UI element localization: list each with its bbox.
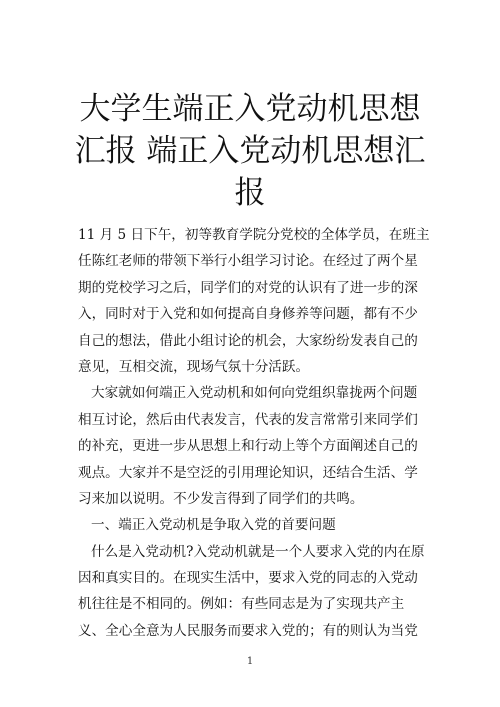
body-line: 义、全心全意为人民服务而要求入党的；有的则认为当党 <box>78 622 418 639</box>
page-number: 1 <box>246 656 254 667</box>
document-body <box>78 222 430 644</box>
body-line: 观点。大家并不是空泛的引用理论知识，还结合生活、学 <box>78 464 418 481</box>
body-line: 11 月 5 日下午，初等教育学院分党校的全体学员，在班主 <box>78 227 430 243</box>
body-line: 机往往是不相同的。例如：有些同志是为了实现共产主 <box>78 596 405 613</box>
body-line: 因和真实目的。在现实生活中，要求入党的同志的入党动 <box>78 570 418 587</box>
body-line: 入，同时对于入党和如何提高自身修养等问题，都有不少 <box>78 306 418 323</box>
title-line-2: 汇报 端正入党动机思想汇 <box>74 133 426 169</box>
body-line: 期的党校学习之后，同学们的对党的认识有了进一步的深 <box>78 279 418 296</box>
body-line: 大家就如何端正入党动机和如何向党组织靠拢两个问题 <box>91 385 418 402</box>
title-line-3: 报 <box>234 175 266 211</box>
body-line: 意见，互相交流，现场气氛十分活跃。 <box>78 358 310 375</box>
body-line: 自己的想法，借此小组讨论的机会，大家纷纷发表自己的 <box>78 332 418 349</box>
body-line: 相互讨论，然后由代表发言，代表的发言常常引来同学们 <box>78 411 418 428</box>
section-heading: 一、端正入党动机是争取入党的首要问题 <box>91 517 336 534</box>
body-line: 的补充，更进一步从思想上和行动上等个方面阐述自己的 <box>78 438 418 455</box>
body-line: 什么是入党动机?入党动机就是一个人要求入党的内在原 <box>91 543 425 560</box>
title-line-1: 大学生端正入党动机思想 <box>79 91 421 127</box>
body-line: 任陈红老师的带领下举行小组学习讨论。在经过了两个星 <box>78 253 418 270</box>
body-line: 习来加以说明。不少发言得到了同学们的共鸣。 <box>78 490 364 507</box>
document-title <box>60 88 440 214</box>
